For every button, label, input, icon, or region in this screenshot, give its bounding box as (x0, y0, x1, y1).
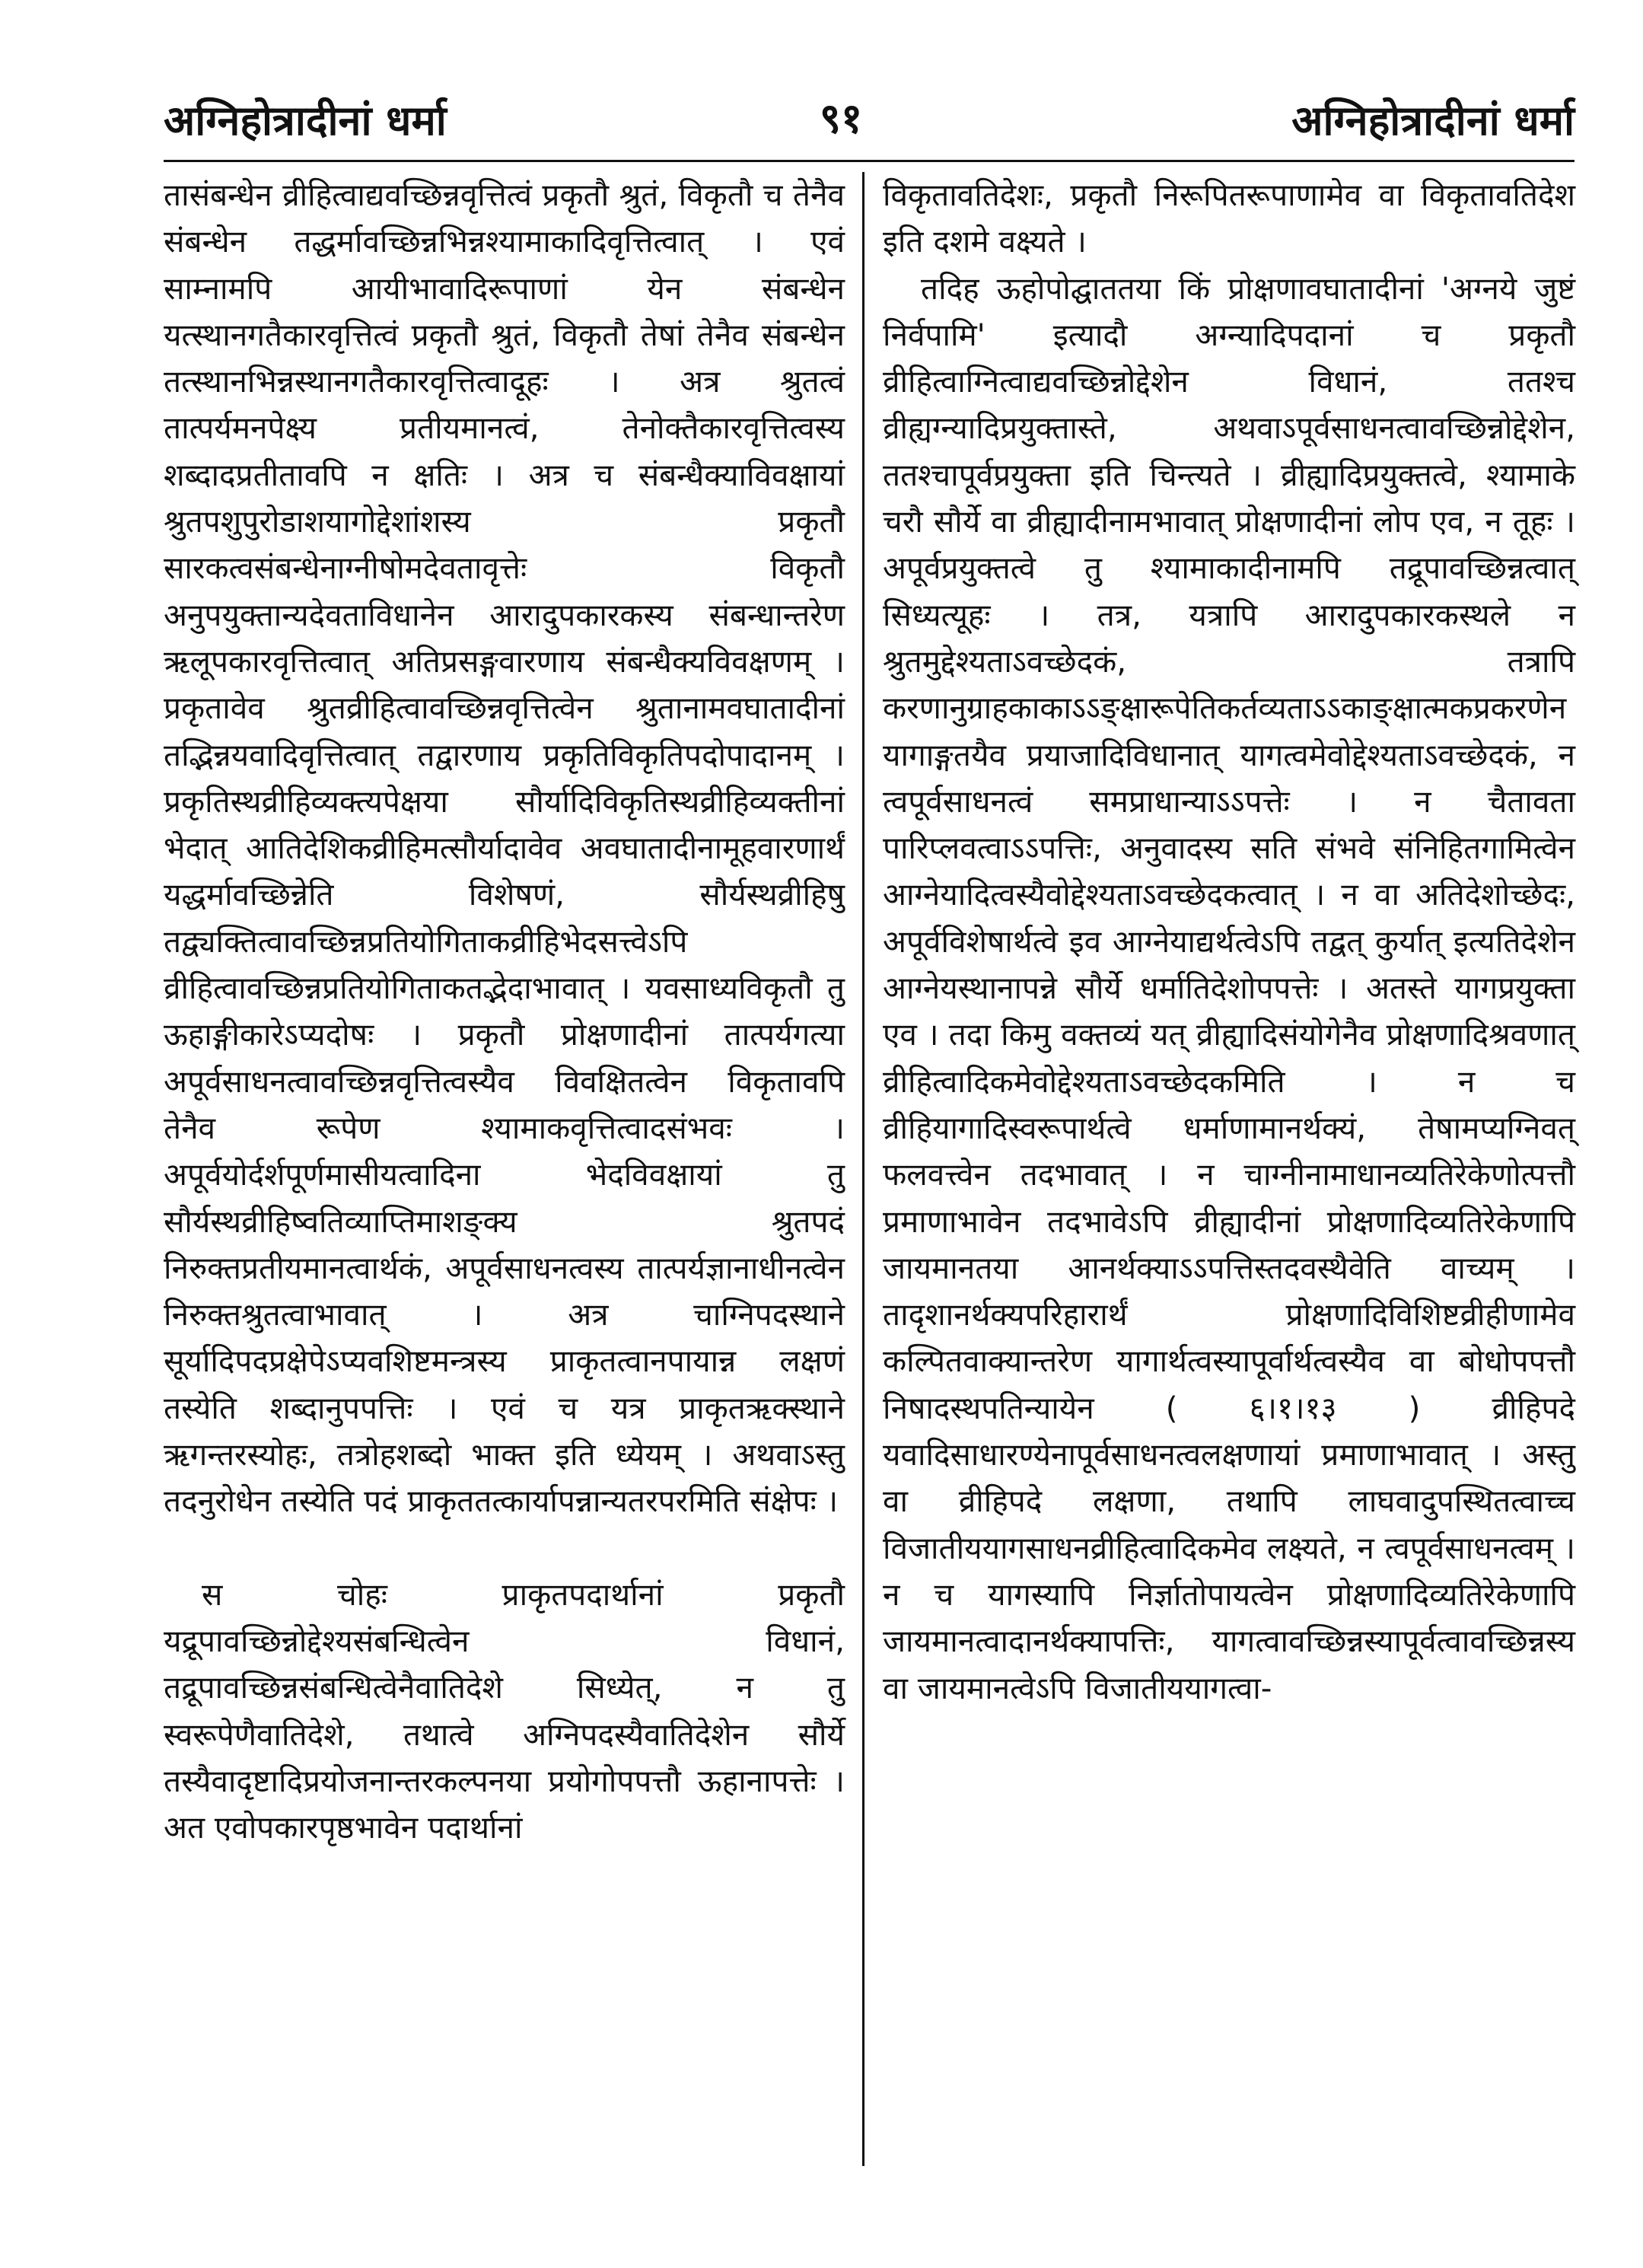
right-paragraph-2: तदिह ऊहोपोद्घाततया किं प्रोक्षणावघातादीनां 'अग्नये जुष्टं निर्वपामि' इत्यादौ अग्न्यादिपदानां च प्रकृतौ व्रीहित्वाग्नित्वाद्यवच्छिन्नोद्देशेन विधानं, ततश्च व्रीह्यग्न्यादिप्रयुक्तास्ते, अथवाऽपूर्वसाधनत्वावच्छिन्नोद्देशेन, ततश्चापूर्वप्रयुक्ता इति चिन्त्यते । व्रीह्यादिप्रयुक्तत्वे, श्यामाके चरौ सौर्ये वा व्रीह्यादीनामभावात् प्रोक्षणादीनां लोप एव, न तूहः । अपूर्वप्रयुक्तत्वे तु श्यामाकादीनामपि तद्रूपावच्छिन्नत्वात् सिध्यत्यूहः । तत्र, यत्रापि आरादुपकारकस्थले न श्रुतमुद्देश्यताऽवच्छेदकं, तत्रापि करणानुग्राहकाकाऽऽङ्क्षारूपेतिकर्तव्यताऽऽकाङ्क्षात्मकप्रकरणेन यागाङ्गतयैव प्रयाजादिविधानात् यागत्वमेवोद्देश्यताऽवच्छेदकं, न त्वपूर्वसाधनत्वं समप्राधान्याऽऽपत्तेः । न चैतावता पारिप्लवत्वाऽऽपत्तिः, अनुवादस्य सति संभवे संनिहितगामित्वेन आग्नेयादित्वस्यैवोद्देश्यताऽवच्छेदकत्वात् । न वा अतिदेशोच्छेदः, अपूर्वविशेषार्थत्वे इव आग्नेयाद्यर्थत्वेऽपि तद्वत् कुर्यात् इत्यतिदेशेन आग्नेयस्थानापन्ने सौर्ये धर्मातिदेशोपपत्तेः । अतस्ते यागप्रयुक्ता एव । तदा किमु वक्तव्यं यत् व्रीह्यादिसंयोगेनैव प्रोक्षणादिश्रवणात् व्रीहित्वादिकमेवोद्देश्यताऽवच्छेदकमिति । न च व्रीहियागादिस्वरूपार्थत्वे धर्माणामानर्थक्यं, तेषामप्यग्निवत् फलवत्त्वेन तदभावात् । न चाग्नीनामाधानव्यतिरेकेणोत्पत्तौ प्रमाणाभावेन तदभावेऽपि व्रीह्यादीनां प्रोक्षणादिव्यतिरेकेणापि जायमानतया आनर्थक्याऽऽपत्तिस्तदवस्थैवेति वाच्यम् । तादृशानर्थक्यपरिहारार्थं प्रोक्षणादिविशिष्टव्रीहीणामेव कल्पितवाक्यान्तरेण यागार्थत्वस्यापूर्वार्थत्वस्यैव वा बोधोपपत्तौ निषादस्थपतिन्यायेन ( ६।१।१३ ) व्रीहिपदे यवादिसाधारण्येनापूर्वसाधनत्वलक्षणायां प्रमाणाभावात् । अस्तु वा व्रीहिपदे लक्षणा, तथापि लाघवादुपस्थितत्वाच्च विजातीययागसाधनव्रीहित्वादिकमेव लक्ष्यते, न त्वपूर्वसाधनत्वम् । न च यागस्यापि निर्ज्ञातोपायत्वेन प्रोक्षणादिव्यतिरेकेणापि जायमानत्वादानर्थक्यापत्तिः, यागत्वावच्छिन्नस्यापूर्वत्वावच्छिन्नस्य वा जायमानत्वेऽपि विजातीययागत्वा- (883, 269, 1575, 1706)
left-paragraph-1: तासंबन्धेन व्रीहित्वाद्यवच्छिन्नवृत्तित्वं प्रकृतौ श्रुतं, विकृतौ च तेनैव संबन्धेन तद्धर्मावच्छिन्नभिन्नश्यामाकादिवृत्तित्वात् । एवं साम्नामपि आयीभावादिरूपाणां येन संबन्धेन यत्स्थानगतैकारवृत्तित्वं प्रकृतौ श्रुतं, विकृतौ तेषां तेनैव संबन्धेन तत्स्थानभिन्नस्थानगतैकारवृत्तित्वादूहः । अत्र श्रुतत्वं तात्पर्यमनपेक्ष्य प्रतीयमानत्वं, तेनोक्तैकारवृत्तित्वस्य शब्दादप्रतीतावपि न क्षतिः । अत्र च संबन्धैक्याविवक्षायां श्रुतपशुपुरोडाशयागोद्देशांशस्य प्रकृतौ सारकत्वसंबन्धेनाग्नीषोमदेवतावृत्तेः विकृतौ अनुपयुक्तान्यदेवताविधानेन आरादुपकारकस्य संबन्धान्तरेण ऋलूपकारवृत्तित्वात् अतिप्रसङ्गवारणाय संबन्धैक्यविवक्षणम् । प्रकृतावेव श्रुतव्रीहित्वावच्छिन्नवृत्तित्वेन श्रुतानामवघातादीनां तद्भिन्नयवादिवृत्तित्वात् तद्वारणाय प्रकृतिविकृतिपदोपादानम् । प्रकृतिस्थव्रीहिव्यक्त्यपेक्षया सौर्यादिविकृतिस्थव्रीहिव्यक्तीनां भेदात् आतिदेशिकव्रीहिमत्सौर्यादावेव अवघातादीनामूहवारणार्थं यद्धर्मावच्छिन्नेति विशेषणं, सौर्यस्थव्रीहिषु तद्व्यक्तित्वावच्छिन्नप्रतियोगिताकव्रीहिभेदसत्त्वेऽपि व्रीहित्वावच्छिन्नप्रतियोगिताकतद्भेदाभावात् । यवसाध्यविकृतौ तु ऊहाङ्गीकारेऽप्यदोषः । प्रकृतौ प्रोक्षणादीनां तात्पर्यगत्या अपूर्वसाधनत्वावच्छिन्नवृत्तित्वस्यैव विवक्षितत्वेन विकृतावपि तेनैव रूपेण श्यामाकवृत्तित्वादसंभवः । अपूर्वयोर्दर्शपूर्णमासीयत्वादिना भेदविवक्षायां तु सौर्यस्थव्रीहिष्वतिव्याप्तिमाशङ्क्य श्रुतपदं निरुक्तप्रतीयमानत्वार्थकं, अपूर्वसाधनत्वस्य तात्पर्यज्ञानाधीनत्वेन निरुक्तश्रुतत्वाभावात् । अत्र चाग्निपदस्थाने सूर्यादिपदप्रक्षेपेऽप्यवशिष्टमन्त्रस्य प्राकृतत्वानपायान्न लक्षणं तस्येति शब्दानुपपत्तिः । एवं च यत्र प्राकृतऋक्स्थाने ऋगन्तरस्योहः, तत्रोहशब्दो भाक्त इति ध्येयम् । अथवाऽस्तु तदनुरोधेन तस्येति पदं प्राकृततत्कार्यापन्नान्यतरपरमिति संक्षेपः । (164, 177, 845, 1520)
left-column (164, 172, 845, 1851)
page-number: ९१ (819, 94, 863, 142)
running-title-left: अग्निहोत्रादीनां धर्मा (164, 97, 447, 145)
running-title-right: अग्निहोत्रादीनां धर्मा (1291, 97, 1575, 145)
column-divider (862, 172, 864, 2166)
left-paragraph-2: स चोहः प्राकृतपदार्थानां प्रकृतौ यद्रूपावच्छिन्नोद्देश्यसंबन्धित्वेन विधानं, तद्रूपावच्छिन्नसंबन्धित्वेनैवातिदेशे सिध्येत्, न तु स्वरूपेणैवातिदेशे, तथात्वे अग्निपदस्यैवातिदेशेन सौर्ये तस्यैवादृष्टादिप्रयोजनान्तरकल्पनया प्रयोगोपपत्तौ ऊहानापत्तेः । अत एवोपकारपृष्ठभावेन पदार्थानां (164, 1575, 845, 1846)
right-paragraph-1: विकृतावतिदेशः, प्रकृतौ निरूपितरूपाणामेव वा विकृतावतिदेश इति दशमे वक्ष्यते । (883, 177, 1575, 260)
right-column (883, 172, 1575, 1712)
header-rule (164, 160, 1575, 162)
